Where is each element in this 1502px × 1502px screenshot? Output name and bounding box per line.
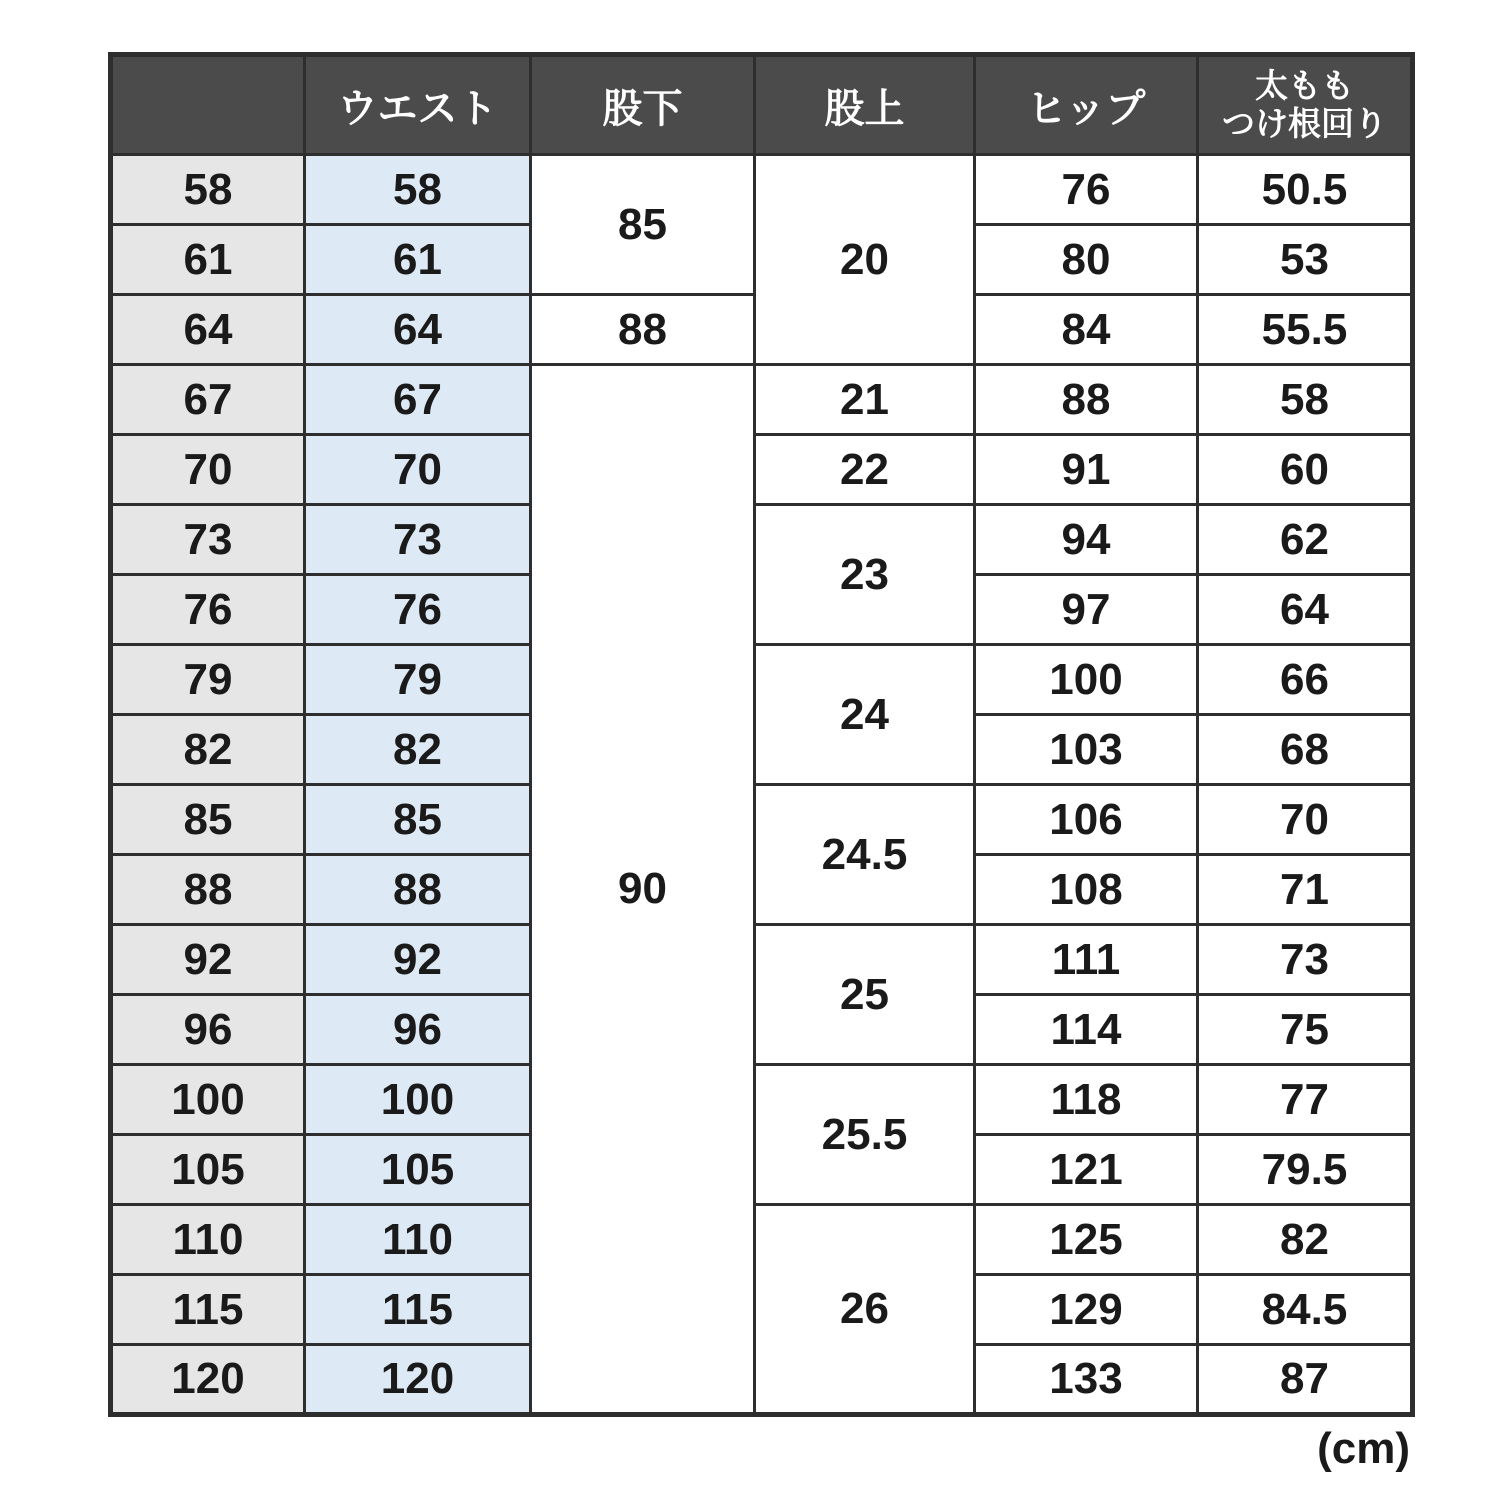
cell-inseam: 85 — [531, 155, 755, 295]
cell-rise: 25.5 — [755, 1065, 975, 1205]
header-hip: ヒップ — [975, 55, 1198, 155]
cell-hip: 97 — [975, 575, 1198, 645]
cell-size: 100 — [111, 1065, 305, 1135]
cell-size: 115 — [111, 1275, 305, 1345]
cell-hip: 103 — [975, 715, 1198, 785]
cell-hip: 121 — [975, 1135, 1198, 1205]
size-chart-table — [108, 52, 1415, 1417]
cell-thigh: 82 — [1198, 1205, 1413, 1275]
cell-hip: 129 — [975, 1275, 1198, 1345]
table-row — [111, 785, 1413, 855]
cell-thigh: 66 — [1198, 645, 1413, 715]
cell-thigh: 84.5 — [1198, 1275, 1413, 1345]
cell-waist: 115 — [305, 1275, 531, 1345]
cell-thigh: 79.5 — [1198, 1135, 1413, 1205]
cell-hip: 94 — [975, 505, 1198, 575]
cell-size: 61 — [111, 225, 305, 295]
cell-size: 105 — [111, 1135, 305, 1205]
cell-hip: 125 — [975, 1205, 1198, 1275]
header-size — [111, 55, 305, 155]
cell-hip: 100 — [975, 645, 1198, 715]
cell-inseam: 90 — [531, 365, 755, 1415]
cell-rise: 23 — [755, 505, 975, 645]
header-inseam: 股下 — [531, 55, 755, 155]
cell-hip: 106 — [975, 785, 1198, 855]
cell-waist: 105 — [305, 1135, 531, 1205]
cell-size: 92 — [111, 925, 305, 995]
cell-waist: 79 — [305, 645, 531, 715]
cell-waist: 96 — [305, 995, 531, 1065]
cell-rise: 26 — [755, 1205, 975, 1415]
cell-inseam: 88 — [531, 295, 755, 365]
cell-thigh: 70 — [1198, 785, 1413, 855]
unit-label: (cm) — [1317, 1424, 1410, 1473]
cell-rise: 20 — [755, 155, 975, 365]
cell-size: 79 — [111, 645, 305, 715]
cell-waist: 67 — [305, 365, 531, 435]
table-row — [111, 505, 1413, 575]
cell-hip: 108 — [975, 855, 1198, 925]
cell-size: 120 — [111, 1345, 305, 1415]
cell-rise: 21 — [755, 365, 975, 435]
cell-thigh: 64 — [1198, 575, 1413, 645]
cell-thigh: 71 — [1198, 855, 1413, 925]
cell-waist: 82 — [305, 715, 531, 785]
cell-size: 76 — [111, 575, 305, 645]
header-thigh-line1: 太もも — [1255, 67, 1354, 105]
cell-size: 70 — [111, 435, 305, 505]
cell-rise: 22 — [755, 435, 975, 505]
cell-waist: 58 — [305, 155, 531, 225]
cell-thigh: 68 — [1198, 715, 1413, 785]
cell-size: 85 — [111, 785, 305, 855]
table-row — [111, 1065, 1413, 1135]
cell-size: 88 — [111, 855, 305, 925]
cell-waist: 64 — [305, 295, 531, 365]
cell-thigh: 75 — [1198, 995, 1413, 1065]
cell-thigh: 53 — [1198, 225, 1413, 295]
cell-thigh: 60 — [1198, 435, 1413, 505]
cell-rise: 25 — [755, 925, 975, 1065]
cell-size: 82 — [111, 715, 305, 785]
cell-hip: 133 — [975, 1345, 1198, 1415]
table-header-row — [111, 55, 1413, 155]
cell-waist: 88 — [305, 855, 531, 925]
cell-hip: 84 — [975, 295, 1198, 365]
cell-thigh: 77 — [1198, 1065, 1413, 1135]
cell-size: 58 — [111, 155, 305, 225]
cell-waist: 85 — [305, 785, 531, 855]
cell-hip: 118 — [975, 1065, 1198, 1135]
cell-size: 64 — [111, 295, 305, 365]
table-row — [111, 435, 1413, 505]
cell-size: 110 — [111, 1205, 305, 1275]
cell-waist: 61 — [305, 225, 531, 295]
cell-waist: 120 — [305, 1345, 531, 1415]
cell-thigh: 58 — [1198, 365, 1413, 435]
cell-waist: 100 — [305, 1065, 531, 1135]
cell-hip: 88 — [975, 365, 1198, 435]
table-row — [111, 1205, 1413, 1275]
cell-waist: 76 — [305, 575, 531, 645]
cell-hip: 76 — [975, 155, 1198, 225]
cell-waist: 110 — [305, 1205, 531, 1275]
table-row — [111, 155, 1413, 225]
header-rise: 股上 — [755, 55, 975, 155]
table-row — [111, 365, 1413, 435]
cell-rise: 24.5 — [755, 785, 975, 925]
cell-waist: 73 — [305, 505, 531, 575]
cell-hip: 80 — [975, 225, 1198, 295]
table-row — [111, 925, 1413, 995]
cell-thigh: 55.5 — [1198, 295, 1413, 365]
cell-size: 73 — [111, 505, 305, 575]
cell-thigh: 62 — [1198, 505, 1413, 575]
cell-thigh: 50.5 — [1198, 155, 1413, 225]
header-thigh — [1198, 55, 1413, 155]
table-row — [111, 645, 1413, 715]
cell-size: 96 — [111, 995, 305, 1065]
cell-hip: 111 — [975, 925, 1198, 995]
cell-size: 67 — [111, 365, 305, 435]
header-waist: ウエスト — [305, 55, 531, 155]
cell-thigh: 73 — [1198, 925, 1413, 995]
cell-hip: 91 — [975, 435, 1198, 505]
cell-rise: 24 — [755, 645, 975, 785]
header-thigh-line2: つけ根回り — [1222, 105, 1387, 142]
cell-waist: 70 — [305, 435, 531, 505]
cell-hip: 114 — [975, 995, 1198, 1065]
cell-waist: 92 — [305, 925, 531, 995]
size-chart-container — [108, 52, 1415, 1417]
cell-thigh: 87 — [1198, 1345, 1413, 1415]
